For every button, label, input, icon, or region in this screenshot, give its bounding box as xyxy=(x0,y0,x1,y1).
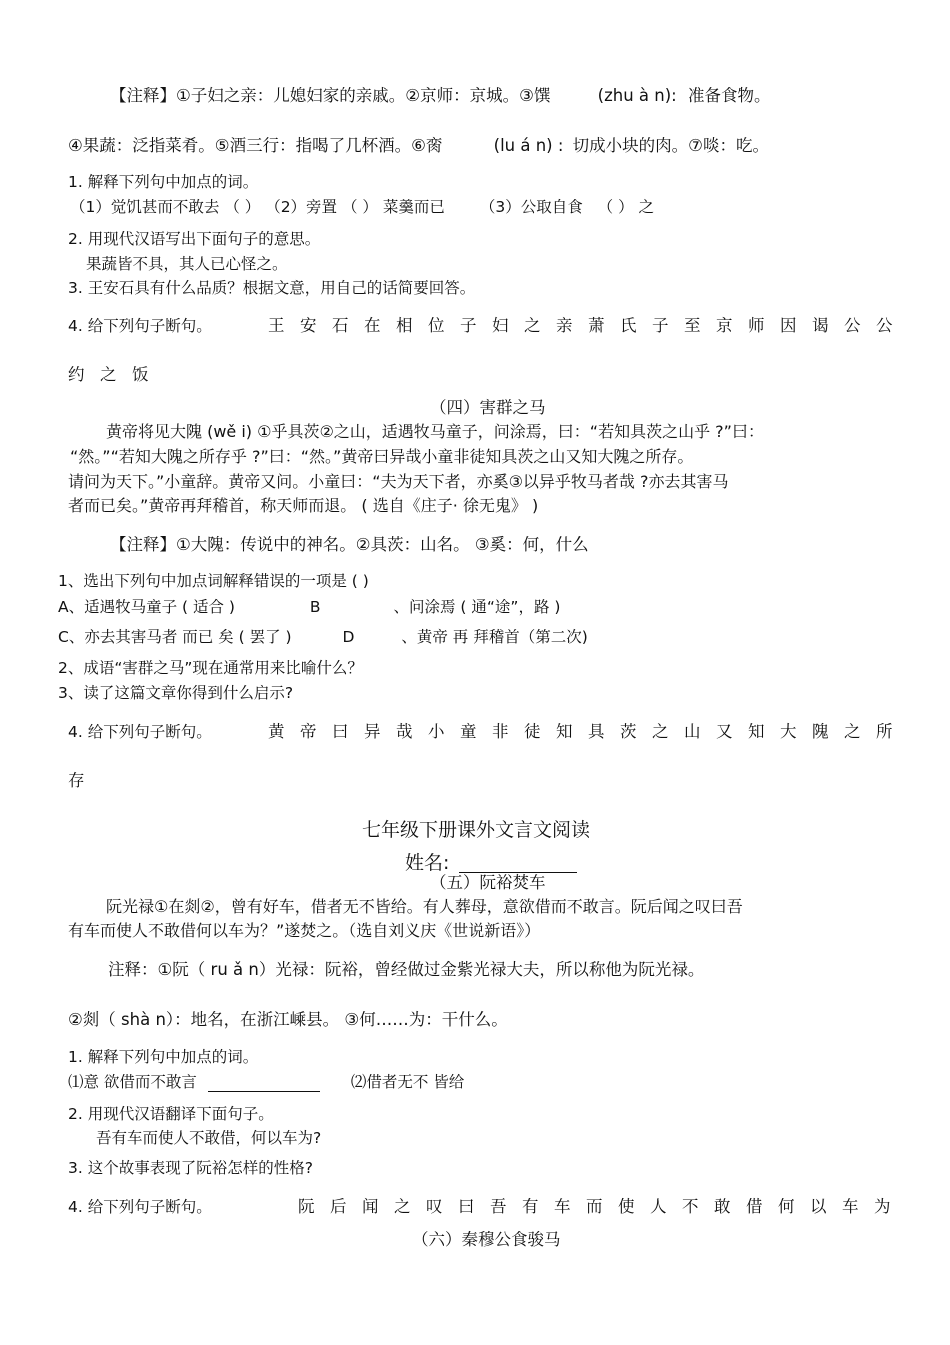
section-5-title: （五）阮裕焚车 xyxy=(430,873,546,892)
section-4-question-2: 2、成语“害群之马”现在通常用来比喻什么？ xyxy=(58,659,363,677)
note-line-1-end: 准备食物。 xyxy=(687,86,771,105)
section-5-question-2: 2. 用现代汉语翻译下面句子。 xyxy=(68,1105,274,1123)
question-4-text-cont: 约之饭 xyxy=(68,365,164,384)
section-6-title: （六）秦穆公食骏马 xyxy=(412,1230,561,1249)
question-4-row xyxy=(68,316,212,336)
page-title: 七年级下册课外文言文阅读 xyxy=(362,819,591,841)
q1-item-a: （1）觉饥甚而不敢去 xyxy=(70,198,220,216)
q1-item-1: ⑴意 欲借而不敢言 xyxy=(68,1073,197,1091)
section-4-options-row-2 xyxy=(58,627,588,647)
section-4-paragraph-line-1: 黄帝将见大隗 (wě i) ①乎具茨②之山，适遇牧马童子，问涂焉，曰：“若知具茨之山乎 ?”曰： xyxy=(106,422,764,441)
option-a: A、适遇牧马童子 ( 适合 ) xyxy=(58,598,235,616)
option-b-letter: B xyxy=(309,598,321,616)
name-field xyxy=(405,853,577,873)
q1-item-a-blank: （ ） xyxy=(224,198,261,216)
section-5-note-2: ②剡（ shà n）：地名，在浙江嵊县。 ③何……为：干什么。 xyxy=(68,1010,508,1029)
q1-item-2: ⑵借者无不 皆给 xyxy=(350,1073,465,1091)
section-4-paragraph-line-4: 者而已矣。”黄帝再拜稽首，称天师而退。 ( 选自《庄子· 徐无鬼》 ) xyxy=(68,496,539,515)
name-blank-line xyxy=(459,856,577,873)
section-4-options-row-1 xyxy=(58,597,560,617)
section-4-question-3: 3、读了这篇文章你得到什么启示? xyxy=(58,684,294,702)
section-4-question-4-label: 4. 给下列句子断句。 xyxy=(68,723,212,741)
section-4-question-4-text: 黄帝曰异哉小童非徒知具茨之山又知大隗之所 xyxy=(268,722,908,741)
question-1-title: 1. 解释下列句中加点的词。 xyxy=(68,173,259,191)
question-3-title: 3. 王安石具有什么品质？根据文意，用自己的话简要回答。 xyxy=(68,279,476,297)
note-line-2-end: 切成小块的肉。⑦啖：吃。 xyxy=(572,136,769,155)
section-4-title: （四）害群之马 xyxy=(430,398,546,417)
note-line-1-text: 【注释】①子妇之亲：儿媳妇家的亲戚。②京师：京城。③馔 xyxy=(110,86,551,105)
section-5-question-2-sentence: 吾有车而使人不敢借，何以车为? xyxy=(96,1129,322,1147)
q1-item-b-blank: （ ） xyxy=(342,198,378,216)
question-4-label: 4. 给下列句子断句。 xyxy=(68,317,212,335)
q1-item-1-blank xyxy=(208,1075,320,1092)
q1-item-b: （2）旁置 xyxy=(265,198,338,216)
question-1-items xyxy=(70,197,654,217)
note-line-2-pinyin: (lu á n) : xyxy=(493,136,564,155)
section-5-question-4-text: 阮后闻之叹曰吾有车而使人不敢借何以车为 xyxy=(298,1197,906,1216)
note-line-2 xyxy=(68,136,769,156)
section-5-question-3: 3. 这个故事表现了阮裕怎样的性格? xyxy=(68,1159,313,1177)
section-5-note-1: 注释：①阮（ ru ǎ n）光禄：阮裕，曾经做过金紫光禄大夫，所以称他为阮光禄。 xyxy=(108,960,705,979)
section-4-paragraph-line-3: 请问为天下。”小童辞。黄帝又问。小童曰：“夫为天下者，亦奚③以异乎牧马者哉 ?亦去其害马 xyxy=(68,472,729,491)
question-2-sentence: 果蔬皆不具，其人已心怪之。 xyxy=(86,255,288,273)
section-4-note: 【注释】①大隗：传说中的神名。②具茨：山名。 ③奚：何，什么 xyxy=(110,535,589,554)
option-c: C、亦去其害马者 而已 矣 ( 罢了 ) xyxy=(58,628,292,646)
name-label: 姓名: xyxy=(405,852,450,874)
question-4-text: 王安石在相位子妇之亲萧氏子至京师因谒公公 xyxy=(268,316,908,335)
q1-item-c-end: 之 xyxy=(638,198,655,216)
option-d-letter: D xyxy=(342,628,355,646)
note-line-1 xyxy=(110,86,770,106)
q1-item-b-end: 菜羹而已 xyxy=(382,198,445,216)
section-4-question-1: 1、选出下列句中加点词解释错误的一项是 ( ) xyxy=(58,572,369,590)
note-line-2-text: ④果蔬：泛指菜肴。⑤酒三行：指喝了几杯酒。⑥脔 xyxy=(68,136,443,155)
section-4-question-4-text-cont: 存 xyxy=(68,771,85,790)
question-2-title: 2. 用现代汉语写出下面句子的意思。 xyxy=(68,230,321,248)
section-5-question-1: 1. 解释下列句中加点的词。 xyxy=(68,1048,259,1066)
q1-item-c: （3）公取自食 xyxy=(479,198,583,216)
section-5-paragraph-line-1: 阮光禄①在剡②，曾有好车，借者无不皆给。有人葬母，意欲借而不敢言。阮后闻之叹曰吾 xyxy=(106,897,743,916)
note-line-1-pinyin: (zhu à n): xyxy=(597,86,677,105)
section-5-paragraph-line-2: 有车而使人不敢借何以车为？”遂焚之。（选自刘义庆《世说新语》） xyxy=(68,921,541,940)
section-4-paragraph-line-2: “然。”“若知大隗之所存乎 ?”曰：“然。”黄帝曰异哉小童非徒知具茨之山又知大隗之所存。 xyxy=(70,447,694,466)
option-d-text: 、黄帝 再 拜稽首（第二次) xyxy=(401,628,588,646)
section-5-question-4-label: 4. 给下列句子断句。 xyxy=(68,1198,212,1216)
q1-item-c-blank: （ ） xyxy=(597,198,634,216)
option-b-text: 、问涂焉 ( 通“途”，路 ) xyxy=(393,598,561,616)
section-5-question-1-items xyxy=(68,1072,464,1092)
